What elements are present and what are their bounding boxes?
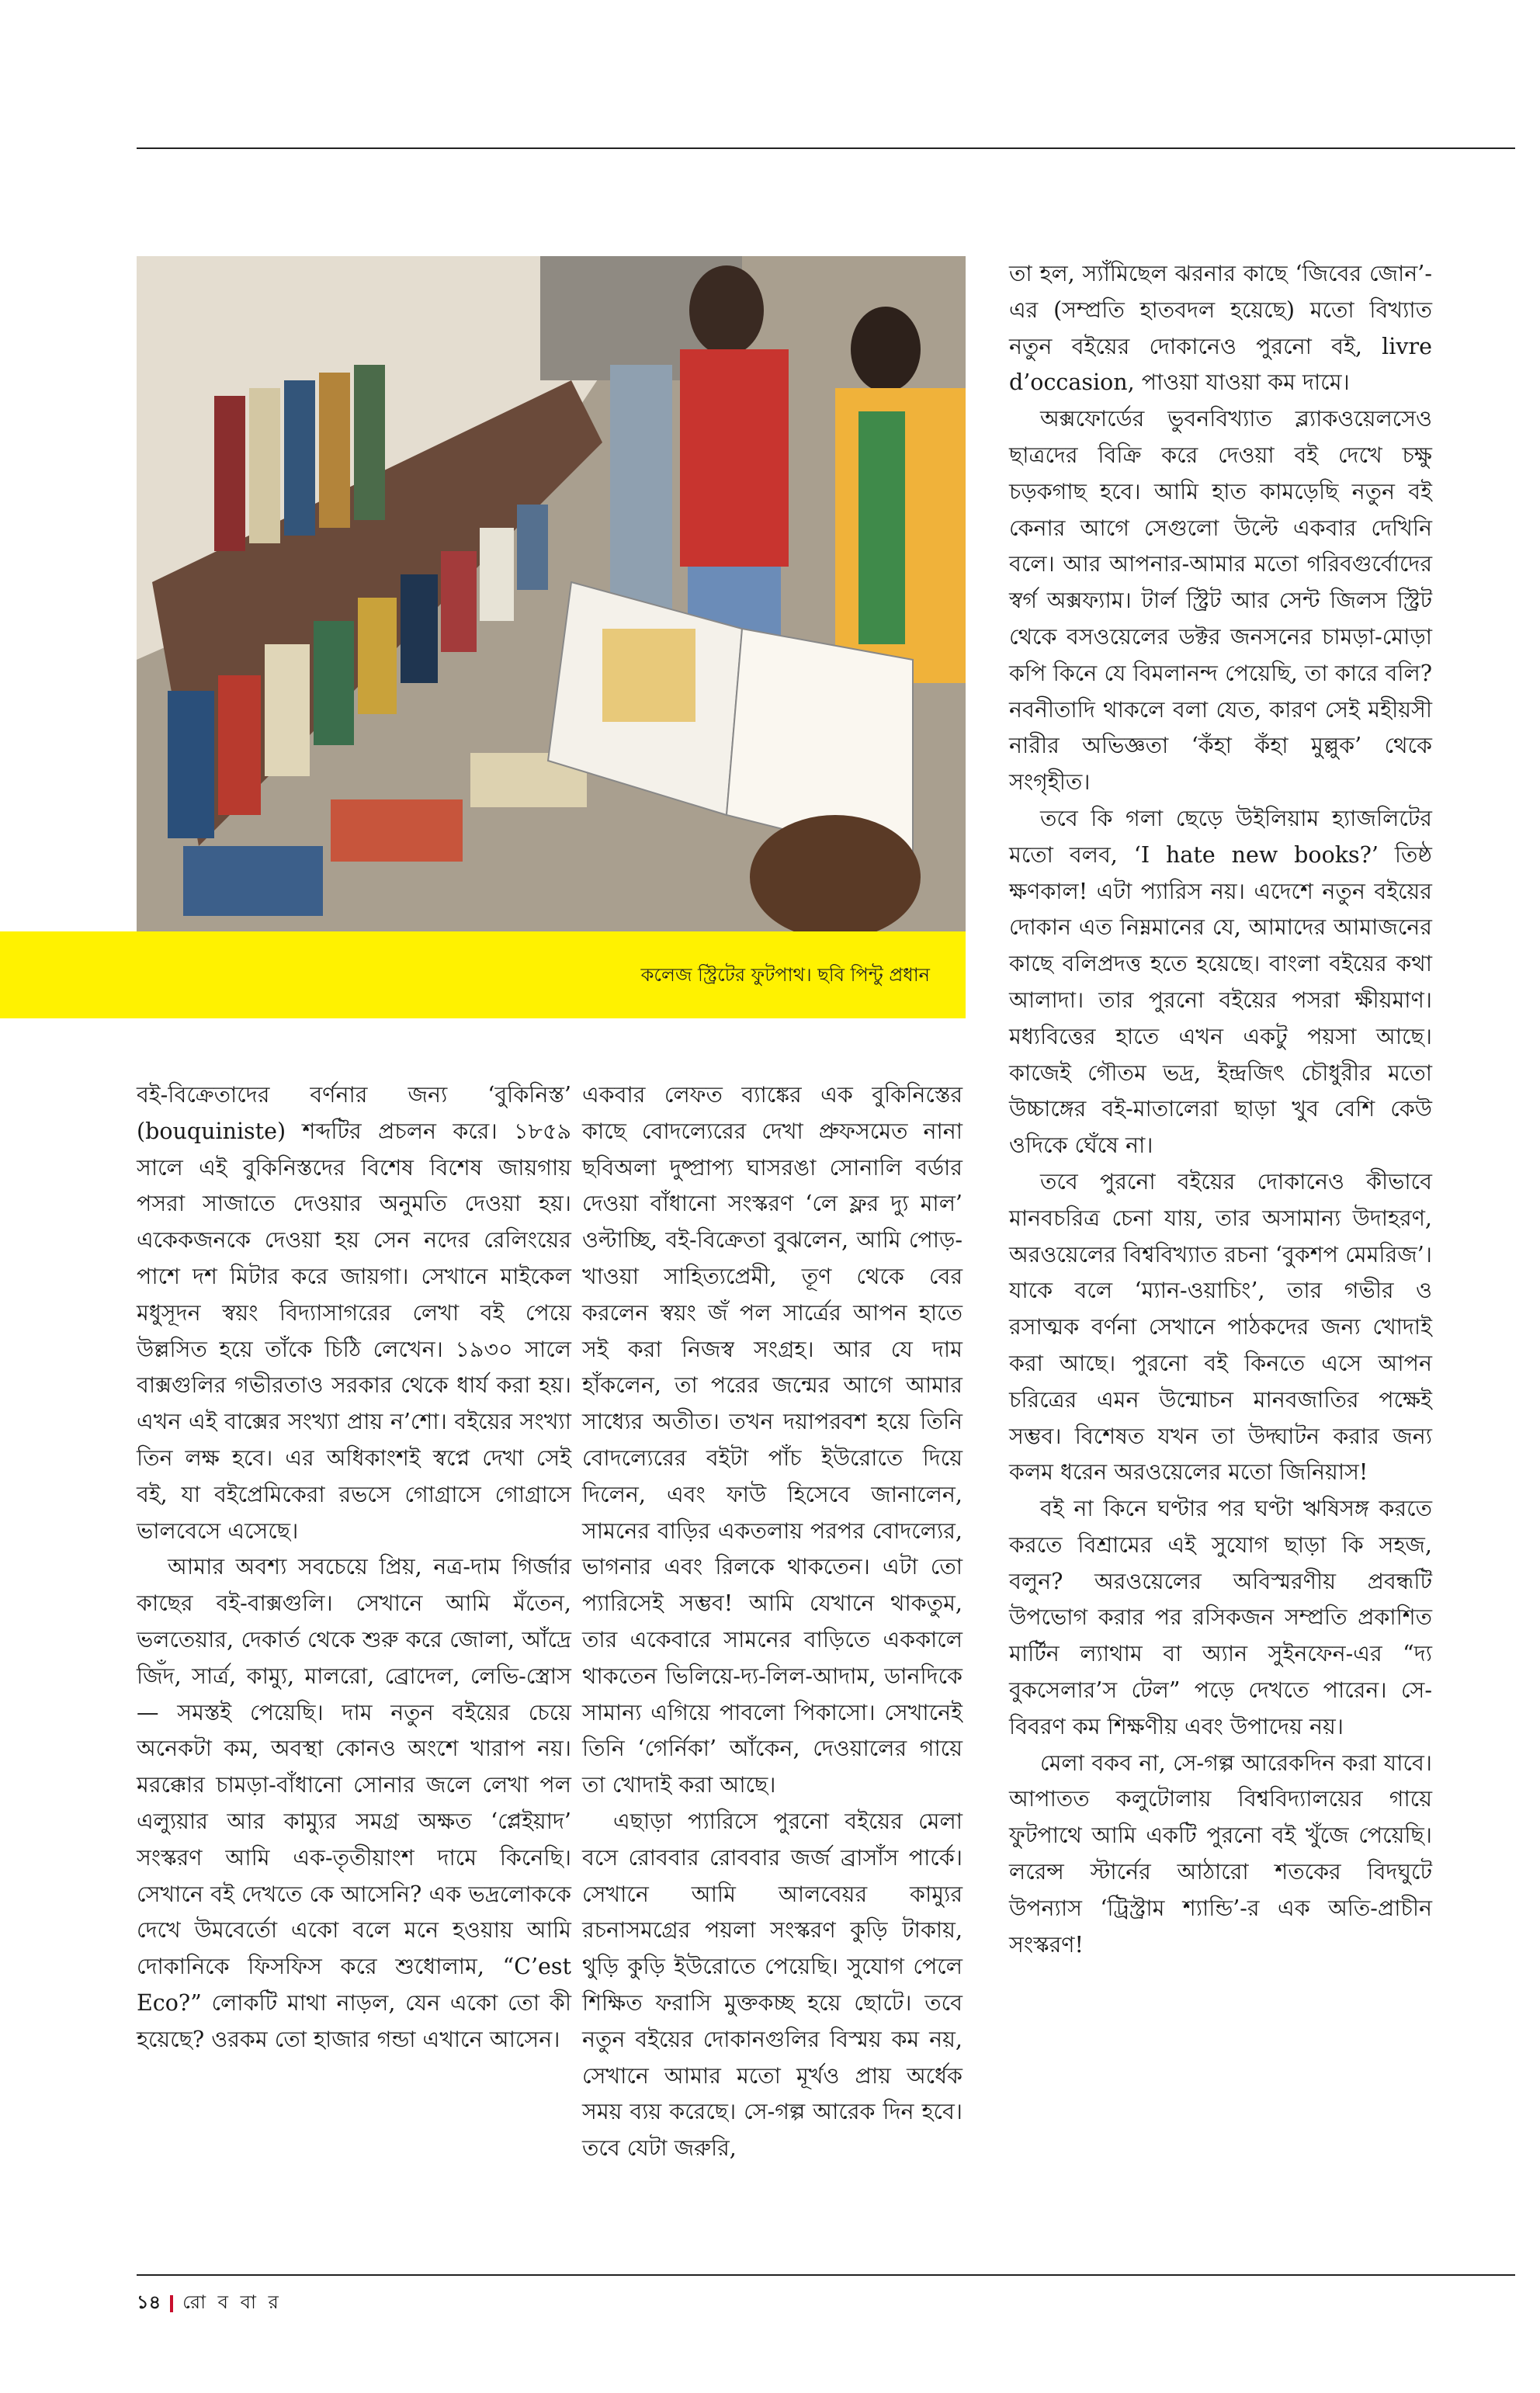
caption-band [0, 931, 966, 1018]
street-books-photo-art [137, 256, 966, 931]
paragraph: মেলা বকব না, সে-গল্প আরেকদিন করা যাবে। আপাতত কলুটোলায় বিশ্ববিদ্যালয়ের গায়ে ফুটপাথে আমি একটি পুরনো বই খুঁজে পেয়েছি। লরেন্স স্টার্নের আঠারো শতকের বিদঘুটে উপন্যাস ‘ট্রিস্ট্রাম শ্যান্ডি’-র এক অতি-প্রাচীন সংস্করণ! [1009, 1750, 1432, 1958]
paragraph: তা হল, স্যাঁমিছেল ঝরনার কাছে ‘জিবের জোন’-এর (সম্প্রতি হাতবদল হয়েছে) মতো বিখ্যাত নতুন বইয়ের দোকানেও পুরনো বই, livre d’occasion, পাওয়া যাওয়া কম দামে। [1009, 261, 1432, 396]
paragraph: অক্সফোর্ডের ভুবনবিখ্যাত ব্ল্যাকওয়েলসেও ছাত্রদের বিক্রি করে দেওয়া বই দেখে চক্ষু চড়কগাছ হবে। আমি হাত কামড়েছি নতুন বই কেনার আগে সেগুলো উল্টে একবার দেখিনি বলে। আর আপনার-আমার মতো গরিবগুর্বোদের স্বর্গ অক্সফ্যাম। টার্ল স্ট্রিট আর সেন্ট জিলস স্ট্রিট থেকে বসওয়েলের ডক্টর জনসনের চামড়া-মোড়া কপি কিনে যে বিমলানন্দ পেয়েছি, তা কারে বলি? নবনীতাদি থাকলে বলা যেত, কারণ সেই মহীয়সী নারীর অভিজ্ঞতা ‘কঁহা কঁহা মুল্লুক’ থেকে সংগৃহীত। [1009, 406, 1432, 796]
paragraph: এছাড়া প্যারিসে পুরনো বইয়ের মেলা বসে রোববার রোববার জর্জ ব্রাসাঁস পার্কে। সেখানে আমি আলবেয়র কাম্যুর রচনাসমগ্রের পয়লা সংস্করণ কুড়ি টাকায়, থুড়ি কুড়ি ইউরোতে পেয়েছি। সুযোগ পেলে শিক্ষিত ফরাসি মুক্তকচ্ছ হয়ে ছোটে। তবে নতুন বইয়ের দোকানগুলির বিস্ময় কম নয়, সেখানে আমার মতো মূর্খও প্রায় অর্ধেক সময় ব্যয় করেছে। সে-গল্প আরেক দিন হবে। তবে যেটা জরুরি, [582, 1808, 962, 2162]
footer-divider [170, 2295, 173, 2312]
paragraph: একবার লেফত ব্যাঙ্কের এক বুকিনিস্তের কাছে বোদল্যেরের দেখা প্রুফসমেত নানা ছবিঅলা দুষ্প্রাপ্য ঘাসরঙা সোনালি বর্ডার দেওয়া বাঁধানো সংস্করণ ‘লে ফ্লর দ্যু মাল’ ওল্টাচ্ছি, বই-বিক্রেতা বুঝলেন, আমি পোড়-খাওয়া সাহিত্যপ্রেমী, তূণ থেকে বের করলেন স্বয়ং জঁ পল সার্ত্রের আপন হাতে সই করা নিজস্ব সংগ্রহ। আর যে দাম হাঁকলেন, তা পরের জন্মের আগে আমার সাধ্যের অতীত। তখন দয়াপরবশ হয়ে তিনি বোদল্যেরের বইটা পাঁচ ইউরোতে দিয়ে দিলেন, এবং ফাউ হিসেবে জানালেন, সামনের বাড়ির একতলায় পরপর বোদল্যের, ভাগনার এবং রিলকে থাকতেন। এটা তো প্যারিসেই সম্ভব! আমি যেখানে থাকতুম, তার একেবারে সামনের বাড়িতে এককালে থাকতেন ভিলিয়ে-দ্য-লিল-আদাম, ডানদিকে সামান্য এগিয়ে পাবলো পিকাসো। সেখানেই তিনি ‘গের্নিকা’ আঁকেন, দেওয়ালের গায়ে তা খোদাই করা আছে। [582, 1082, 962, 1798]
article-column-left [137, 1077, 571, 2234]
page-footer [137, 2288, 282, 2319]
paragraph: বই-বিক্রেতাদের বর্ণনার জন্য ‘বুকিনিস্ত’ (bouquiniste) শব্দটির প্রচলন করে। ১৮৫৯ সালে এই বুকিনিস্তদের বিশেষ বিশেষ জায়গায় পসরা সাজাতে দেওয়ার অনুমতি দেওয়া হয়। একেকজনকে দেওয়া হয় সেন নদের রেলিংয়ের পাশে দশ মিটার করে জায়গা। সেখানে মাইকেল মধুসূদন স্বয়ং বিদ্যাসাগরের লেখা বই পেয়ে উল্লসিত হয়ে তাঁকে চিঠি লেখেন। ১৯৩০ সালে বাক্সগুলির গভীরতাও সরকার থেকে ধার্য করা হয়। এখন এই বাক্সের সংখ্যা প্রায় ন’শো। বইয়ের সংখ্যা তিন লক্ষ হবে। এর অধিকাংশই স্বপ্নে দেখা সেই বই, যা বইপ্রেমিকেরা রভসে গোগ্রাসে গোগ্রাসে ভালবেসে এসেছে। [137, 1082, 571, 1544]
page-number: ১৪ [137, 2291, 161, 2313]
top-rule [137, 147, 1515, 149]
paragraph: আমার অবশ্য সবচেয়ে প্রিয়, নত্র-দাম গির্জার কাছের বই-বাক্সগুলি। সেখানে আমি মঁতেন, ভলতেয়ার, দেকার্ত থেকে শুরু করে জোলা, আঁদ্রে জিঁদ, সার্ত্র, কাম্যু, মালরো, ব্রোদেল, লেভি-স্ত্রোস— সমস্তই পেয়েছি। দাম নতুন বইয়ের চেয়ে অনেকটা কম, অবস্থা কোনও অংশে খারাপ নয়। মরক্কোর চামড়া-বাঁধানো সোনার জলে লেখা পল এল্যুয়ার আর কাম্যুর সমগ্র অক্ষত ‘প্লেইয়াদ’ সংস্করণ আমি এক-তৃতীয়াংশ দামে কিনেছি। সেখানে বই দেখতে কে আসেনি? এক ভদ্রলোককে দেখে উমবের্তো একো বলে মনে হওয়ায় আমি দোকানিকে ফিসফিস করে শুধোলাম, “C’est Eco?” লোকটি মাথা নাড়ল, যেন একো তো কী হয়েছে? ওরকম তো হাজার গন্ডা এখানে আসেন। [137, 1554, 571, 2052]
paragraph: বই না কিনে ঘণ্টার পর ঘণ্টা ঋষিসঙ্গ করতে করতে বিশ্রামের এই সুযোগ ছাড়া কি সহজ, বলুন? অরওয়েলের অবিস্মরণীয় প্রবন্ধটি উপভোগ করার পর রসিকজন সম্প্রতি প্রকাশিত মার্টিন ল্যাথাম বা অ্যান সুইনফেন-এর “দ্য বুকসেলার’স টেল” পড়ে দেখতে পারেন। সে-বিবরণ কম শিক্ষণীয় এবং উপাদেয় নয়। [1009, 1496, 1432, 1739]
paragraph: তবে পুরনো বইয়ের দোকানেও কীভাবে মানবচরিত্র চেনা যায়, তার অসামান্য উদাহরণ, অরওয়েলের বিশ্ববিখ্যাত রচনা ‘বুকশপ মেমরিজ’। যাকে বলে ‘ম্যান-ওয়াচিং’, তার গভীর ও রসাত্মক বর্ণনা সেখানে পাঠকদের জন্য খোদাই করা আছে। পুরনো বই কিনতে এসে আপন চরিত্রের এমন উন্মোচন মানবজাতির পক্ষেই সম্ভব। বিশেষত যখন তা উদ্ঘাটন করার জন্য কলম ধরেন অরওয়েলের মতো জিনিয়াস! [1009, 1168, 1432, 1486]
article-column-right [1009, 256, 1432, 2243]
magazine-name: রো ব বা র [182, 2291, 282, 2313]
bottom-rule [137, 2274, 1515, 2276]
photo-caption: কলেজ স্ট্রিটের ফুটপাথ। ছবি পিন্টু প্রধান [640, 964, 930, 986]
paragraph: তবে কি গলা ছেড়ে উইলিয়াম হ্যাজলিটের মতো বলব, ‘I hate new books?’ তিষ্ঠ ক্ষণকাল! এটা প্যারিস নয়। এদেশে নতুন বইয়ের দোকান এত নিম্নমানের যে, আমাদের আমাজনের কাছে বলিপ্রদত্ত হতে হয়েছে। বাংলা বইয়ের কথা আলাদা। তার পুরনো বইয়ের পসরা ক্ষীয়মাণ। মধ্যবিত্তের হাতে এখন একটু পয়সা আছে। কাজেই গৌতম ভদ্র, ইন্দ্রজিৎ চৌধুরীর মতো উচ্চাঙ্গের বই-মাতালেরা ছাড়া খুব বেশি কেউ ওদিকে ঘেঁষে না। [1009, 805, 1432, 1159]
street-books-photo [137, 256, 966, 931]
article-column-middle [582, 1077, 962, 2234]
